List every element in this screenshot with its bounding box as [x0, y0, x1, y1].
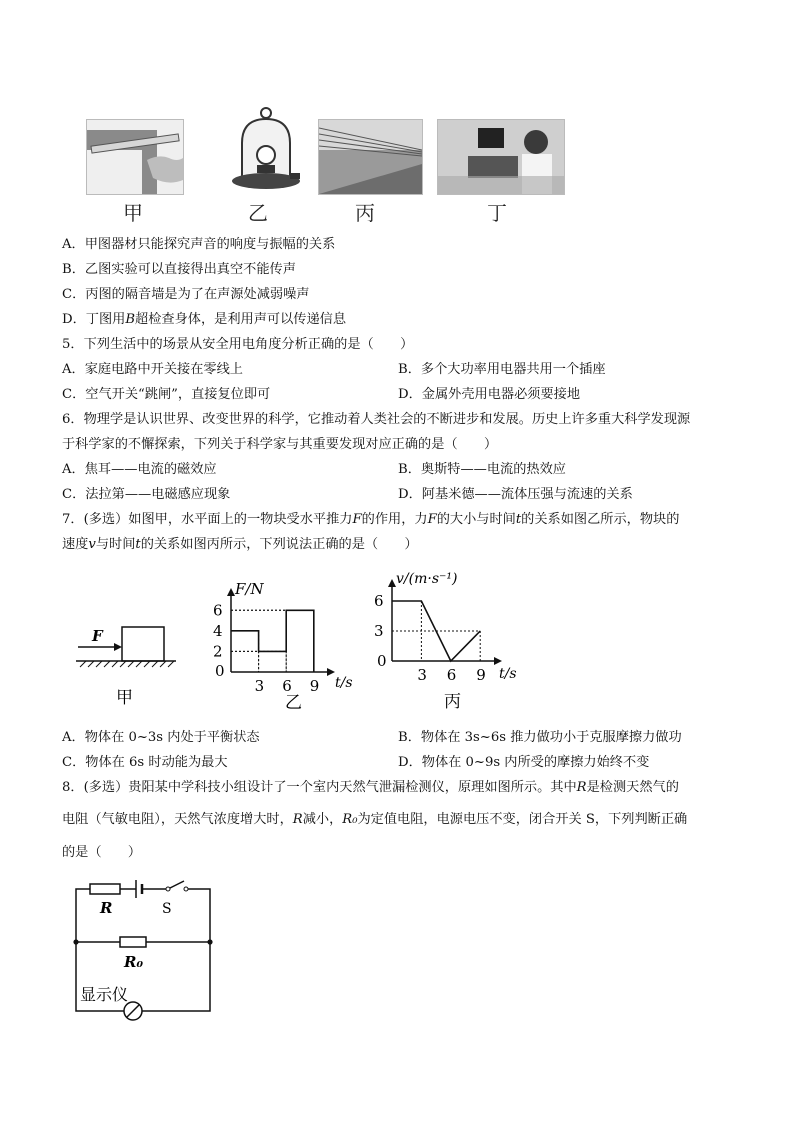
wire-bottom-right: [142, 942, 210, 1011]
q8-stem2-a: 电阻（气敏电阻），天然气浓度增大时，: [62, 812, 293, 827]
q8-stem2-R0: R₀: [342, 812, 358, 827]
q7-stem-line2: [62, 535, 418, 555]
chart-yi-ticks: [213, 601, 319, 695]
q7-option-b: B．物体在 3s~6s 推力做功小于克服摩擦力做功: [398, 730, 682, 745]
q7-stem2-v: v: [88, 537, 96, 552]
q8-circuit-diagram: [66, 875, 226, 1025]
x-tick-label: 6: [282, 677, 292, 695]
photo-label-yi: 乙: [248, 201, 268, 225]
series-line-0: [231, 610, 314, 672]
chart-yi-fig-label: 乙: [285, 693, 302, 712]
x-tick-label: 6: [446, 666, 457, 684]
q6-option-d: D．阿基米德——流体压强与流速的关系: [398, 487, 633, 502]
q7-option-d: D．物体在 0~9s 内所受的摩擦力始终不变: [398, 755, 650, 770]
fig-jia-label: 甲: [116, 688, 133, 708]
chart-bing-axes: [388, 579, 502, 665]
q8-stem1-a: 8．(多选）贵阳某中学科技小组设计了一个室内天然气泄漏检测仪，原理如图所示。其中: [62, 780, 577, 795]
y-tick-label: 2: [213, 642, 223, 661]
block: [122, 627, 164, 661]
q7-stem1-t: t: [515, 512, 522, 527]
q6-stem-line2: 于科学家的不懈探索，下列关于科学家与其重要发现对应正确的是（ ）: [62, 437, 498, 452]
label-meter: 显示仪: [80, 985, 129, 1004]
q7-stem1-d: 的关系如图乙所示，物块的: [521, 512, 680, 527]
sound-wall-image: [319, 120, 422, 194]
q7-stem1-F: F: [352, 512, 362, 527]
ground-hatch: [80, 661, 174, 667]
q8-stem1-R: R: [576, 780, 587, 795]
q5-option-c: C．空气开关“跳闸”，直接复位即可: [62, 387, 271, 402]
q7-stem2-t: t: [135, 537, 141, 552]
y-tick-label: 6: [213, 601, 223, 620]
label-S: S: [162, 901, 172, 917]
q8-stem1-b: 是检测天然气的: [586, 780, 679, 795]
q7-option-a: A．物体在 0~3s 内处于平衡状态: [62, 730, 260, 745]
label-R: R: [100, 899, 113, 917]
y-tick-label: 6: [374, 592, 384, 610]
q7-option-c: C．物体在 6s 时动能为最大: [62, 755, 228, 770]
q7-stem1-F2: F: [427, 512, 437, 527]
label-R0: R₀: [124, 953, 144, 971]
photo-label-ding: 丁: [487, 201, 507, 225]
x-axis-arrow: [327, 668, 335, 676]
q5-option-a: A．家庭电路中开关接在零线上: [62, 362, 243, 377]
q6-stem-line1: 6．物理学是认识世界、改变世界的科学，它推动着人类社会的不断进步和发展。历史上许多重大科学发现源: [62, 412, 691, 427]
chart-yi-axes: [227, 588, 335, 676]
chart-yi-xlabel: t/s: [335, 675, 353, 691]
q7-stem2-b: 与时间: [95, 537, 136, 552]
q8-stem-line1: [62, 778, 679, 798]
y-tick-label: 4: [213, 621, 223, 640]
photo-jia-ruler: [86, 119, 184, 195]
chart-bing-xlabel: t/s: [499, 666, 517, 682]
wire-top-left: [76, 889, 90, 942]
junction-left: [73, 939, 78, 944]
chart-bing-ylabel: v/(m·s⁻¹): [396, 571, 458, 587]
q4-option-d-pre: D．丁图用: [62, 312, 126, 327]
y-tick-label: 3: [374, 622, 384, 640]
q4-option-b: B．乙图实验可以直接得出真空不能传声: [62, 262, 296, 277]
x-tick-label: 9: [476, 666, 486, 684]
q7-fig-jia: [70, 615, 185, 710]
switch-contact: [184, 887, 188, 891]
q7-stem2-c: 的关系如图丙所示，下列说法正确的是（ ）: [140, 537, 418, 552]
q4-option-c: C．丙图的隔音墙是为了在声源处减弱噪声: [62, 287, 310, 302]
x-axis-arrow: [494, 657, 502, 665]
x-tick-label: 3: [254, 677, 265, 695]
photo-ding-ultrasound: [437, 119, 565, 195]
q4-option-d-var: B: [125, 312, 136, 327]
x-tick-label: 9: [309, 677, 320, 695]
photo-bing-sound-wall: [318, 119, 423, 195]
q4-option-d-post: 超检查身体，是利用声可以传递信息: [135, 312, 347, 327]
photo-label-jia: 甲: [123, 201, 143, 225]
chart-yi-guides: [231, 610, 314, 672]
chart-yi-origin: 0: [215, 662, 225, 680]
junction-right: [207, 939, 212, 944]
wire-top-right: [186, 889, 210, 942]
y-axis-arrow: [388, 579, 396, 587]
q7-chart-yi-force-time: [205, 572, 355, 712]
q7-stem1-a: 7．(多选）如图甲，水平面上的一物块受水平推力: [62, 512, 353, 527]
force-arrow-head: [114, 643, 122, 651]
q7-stem1-c: 的大小与时间: [436, 512, 516, 527]
ultrasound-image: [438, 120, 564, 194]
switch-S: [168, 881, 184, 889]
q5-option-b: B．多个大功率用电器共用一个插座: [398, 362, 606, 377]
q7-stem1-b: 的作用，力: [361, 512, 428, 527]
bell-jar-image: [230, 105, 302, 193]
q7-stem-line1: [62, 510, 679, 530]
q8-stem-line2: [62, 810, 687, 830]
resistor-R0: [120, 937, 146, 947]
x-tick-label: 3: [417, 666, 427, 684]
q8-stem-line3: 的是（ ）: [62, 845, 142, 860]
q4-option-a: A．甲图器材只能探究声音的响度与振幅的关系: [62, 237, 336, 252]
q5-option-d: D．金属外壳用电器必须要接地: [398, 387, 581, 402]
q7-chart-bing-velocity-time: [368, 565, 528, 713]
chart-yi-ylabel: F/N: [235, 580, 264, 598]
photo-label-bing: 丙: [355, 201, 375, 225]
photo-yi-bell-jar: [230, 105, 302, 193]
resistor-R: [90, 884, 120, 894]
q8-stem2-R: R: [292, 812, 303, 827]
force-label: F: [92, 627, 103, 645]
y-axis-arrow: [227, 588, 235, 596]
chart-bing-ticks: [374, 592, 486, 684]
q6-option-b: B．奥斯特——电流的热效应: [398, 462, 566, 477]
switch-pivot: [166, 887, 170, 891]
q4-option-d: [62, 310, 346, 330]
q5-stem: 5．下列生活中的场景从安全用电角度分析正确的是（ ）: [62, 337, 414, 352]
chart-bing-fig-label: 丙: [444, 692, 461, 712]
ruler-table-image: [87, 120, 183, 194]
q6-option-c: C．法拉第——电磁感应现象: [62, 487, 231, 502]
chart-bing-origin: 0: [377, 652, 387, 670]
chart-yi-series: [231, 610, 314, 672]
q8-stem2-b: 减小，: [302, 812, 343, 827]
q8-stem2-c: 为定值电阻，电源电压不变，闭合开关 S，下列判断正确: [357, 812, 688, 827]
q7-stem2-a: 速度: [62, 537, 89, 552]
q6-option-a: A．焦耳——电流的磁效应: [62, 462, 217, 477]
